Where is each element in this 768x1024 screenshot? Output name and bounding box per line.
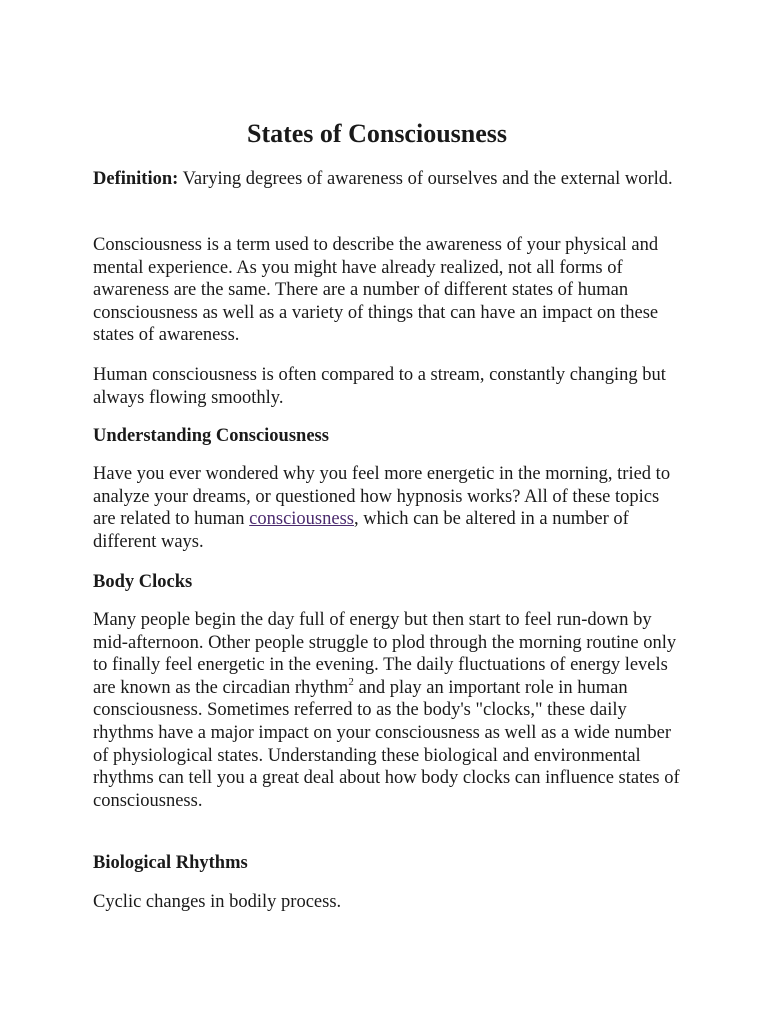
definition-paragraph bbox=[93, 166, 683, 192]
body-clocks-text-before: Many people begin the day full of energy but then start to feel run-down by mid-afternoon. Other people struggle to plod through the morning routine only to finally feel energetic in the evening. The daily fluctuations of energy levels are known as the circadian rhythm bbox=[93, 610, 677, 698]
understanding-paragraph bbox=[93, 463, 683, 553]
heading-understanding-consciousness: Understanding Consciousness bbox=[93, 426, 329, 446]
definition-text: Varying degrees of awareness of ourselves and the external world. bbox=[178, 169, 673, 189]
stream-paragraph: Human consciousness is often compared to a stream, constantly changing but always flowing smoothly. bbox=[93, 365, 666, 408]
definition-label: Definition: bbox=[93, 169, 179, 189]
heading-body-clocks: Body Clocks bbox=[93, 572, 193, 592]
heading-biological-rhythms: Biological Rhythms bbox=[93, 853, 248, 873]
understanding-text-after: , which can be altered in a number of different ways. bbox=[93, 509, 629, 552]
consciousness-link[interactable]: consciousness bbox=[249, 509, 354, 530]
biological-rhythms-paragraph: Cyclic changes in bodily process. bbox=[93, 892, 342, 912]
body-clocks-text-after: consciousness. Sometimes referred to as the body's "clocks," these daily rhythms have a major impact on your consciousness as well as a wide number of physiological states. Understanding these biological and environmental rhythms can tell you a great deal about how body clocks can influence states of consciousness. bbox=[93, 700, 680, 811]
page-title: States of Consciousness bbox=[246, 119, 508, 148]
body-clocks-text-middle: and play an important role in human bbox=[353, 677, 628, 698]
body-clocks-paragraph bbox=[93, 609, 683, 812]
understanding-text-before: Have you ever wondered why you feel more energetic in the morning, tried to analyze your dreams, or questioned how hypnosis works? All of these topics are related to human bbox=[93, 464, 671, 530]
intro-paragraph: Consciousness is a term used to describe the awareness of your physical and mental experience. As you might have already realized, not all forms of awareness are the same. There are a number of different states of human consciousness as well as a variety of things that can have an impact on these states of awareness. bbox=[93, 235, 659, 346]
footnote-marker: 2 bbox=[348, 675, 354, 688]
